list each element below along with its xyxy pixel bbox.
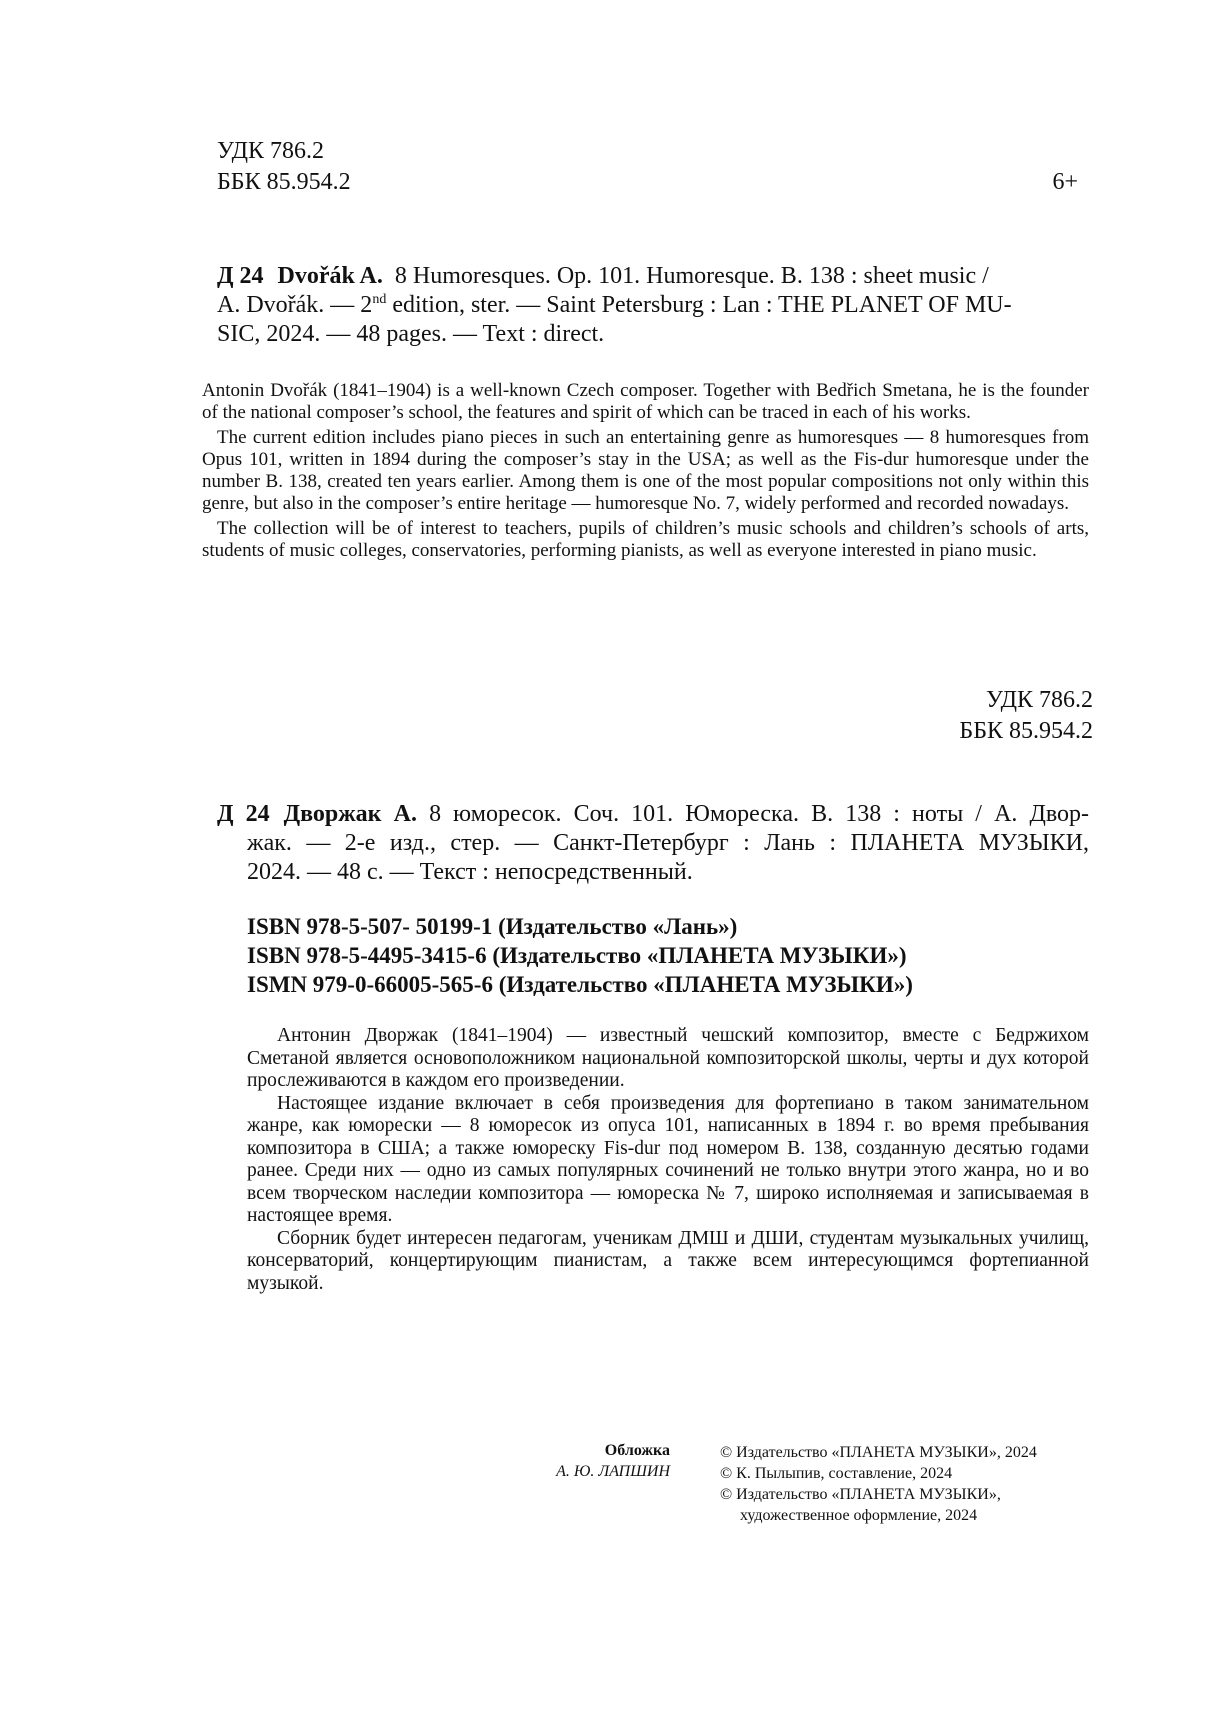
en-entry-line-2-end: edition, ster. — Saint Petersburg : Lan : THE PLANET OF MU- — [386, 292, 1012, 318]
ru-entry-code: Д 24 — [217, 801, 270, 827]
copyright-line: © Издательство «ПЛАНЕТА МУЗЫКИ», — [720, 1486, 1001, 1503]
ru-annotation — [247, 1025, 1089, 1295]
en-entry-line-3: SIC, 2024. — 48 pages. — Text : direct. — [217, 321, 605, 347]
en-entry-line-1 — [217, 262, 1052, 291]
cover-label: Обложка — [604, 1442, 670, 1459]
copyright-block — [720, 1442, 1037, 1526]
en-entry-code: Д 24 — [217, 263, 264, 289]
right-classification — [959, 685, 1093, 747]
bbk-code-right: ББК 85.954.2 — [959, 718, 1093, 744]
udk-code: УДК 786.2 — [217, 138, 324, 164]
en-entry-author: Dvořák A. — [277, 263, 383, 289]
edition-superscript: nd — [372, 292, 387, 307]
en-annotation-paragraph: Antonin Dvořák (1841–1904) is a well-known Czech composer. Together with Bedřich Smetana, he is the founder of the national composer’s school, the features and spirit of which can be traced in each of his works. — [202, 380, 1089, 424]
udk-code-right: УДК 786.2 — [986, 687, 1093, 713]
cover-artist: А. Ю. ЛАПШИН — [556, 1463, 670, 1480]
ru-entry-line-3: 2024. — 48 с. — Текст : непосредственный. — [247, 859, 693, 885]
ru-entry-author: Дворжак А. — [283, 801, 417, 827]
isbn-line: ISBN 978-5-507- 50199-1 (Издательство «Лань») — [247, 914, 738, 939]
ru-entry-line-2: жак. — 2-е изд., стер. — Санкт-Петербург : Лань : ПЛАНЕТА МУЗЫКИ, — [247, 830, 1089, 856]
en-bibliographic-entry — [217, 262, 1052, 349]
ru-entry-title: 8 юморесок. Соч. 101. Юмореска. B. 138 : ноты / А. Двор- — [429, 801, 1090, 827]
ru-annotation-paragraph: Настоящее издание включает в себя произведения для фортепиано в таком занимательном жанре, как юморески — 8 юморесок из опуса 101, написанных в 1894 г. во время пребывания композитора в США; а также юмореску Fis-dur под номером B. 138, созданную десятью годами ранее. Среди них — одно из самых популярных сочинений не только внутри этого жанра, но и во всем творческом наследии композитора — юмореска № 7, широко исполняемая и записываемая в настоящее время. — [247, 1092, 1089, 1226]
en-annotation — [202, 380, 1089, 564]
cover-credit — [520, 1440, 670, 1482]
age-rating: 6+ — [1052, 169, 1078, 195]
ru-bibliographic-entry — [217, 800, 1089, 887]
copyright-line: © К. Пылыпив, составление, 2024 — [720, 1465, 953, 1482]
en-annotation-paragraph: The current edition includes piano pieces in such an entertaining genre as humoresques — 8 humoresques from Opus 101, written in 1894 during the composer’s stay in the USA; as well as the Fis-dur humoresque under the number B. 138, created ten years earlier. Among them is one of the most popular compositions not only within this genre, but also in the composer’s entire heritage — humoresque No. 7, widely performed and recorded nowadays. — [202, 426, 1089, 515]
bbk-code: ББК 85.954.2 — [217, 169, 351, 195]
en-entry-line-2-start: A. Dvořák. — 2 — [217, 292, 373, 318]
en-entry-line-2 — [217, 291, 1052, 320]
ru-entry-line-1 — [217, 800, 1089, 829]
ismn-line: ISMN 979-0-66005-565-6 (Издательство «ПЛАНЕТА МУЗЫКИ») — [247, 972, 913, 997]
ru-annotation-paragraph: Антонин Дворжак (1841–1904) — известный чешский композитор, вместе с Бедржихом Сметаной является основоположником национальной композиторской школы, черты и дух которой прослеживаются в каждом его произведении. — [247, 1025, 1089, 1091]
copyright-line: © Издательство «ПЛАНЕТА МУЗЫКИ», 2024 — [720, 1444, 1037, 1461]
top-classification — [217, 136, 351, 198]
ru-annotation-paragraph: Сборник будет интересен педагогам, ученикам ДМШ и ДШИ, студентам музыкальных училищ, консерваторий, концертирующим пианистам, а также всем интересующимся фортепианной музыкой. — [247, 1227, 1089, 1294]
isbn-block — [247, 912, 913, 999]
en-entry-title: 8 Humoresques. Op. 101. Humoresque. B. 138 : sheet music / — [394, 263, 989, 289]
isbn-line: ISBN 978-5-4495-3415-6 (Издательство «ПЛАНЕТА МУЗЫКИ») — [247, 943, 907, 968]
copyright-line: художественное оформление, 2024 — [740, 1507, 978, 1524]
en-annotation-paragraph: The collection will be of interest to teachers, pupils of children’s music schools and children’s schools of arts, students of music colleges, conservatories, performing pianists, as well as everyone interested in piano music. — [202, 517, 1089, 562]
